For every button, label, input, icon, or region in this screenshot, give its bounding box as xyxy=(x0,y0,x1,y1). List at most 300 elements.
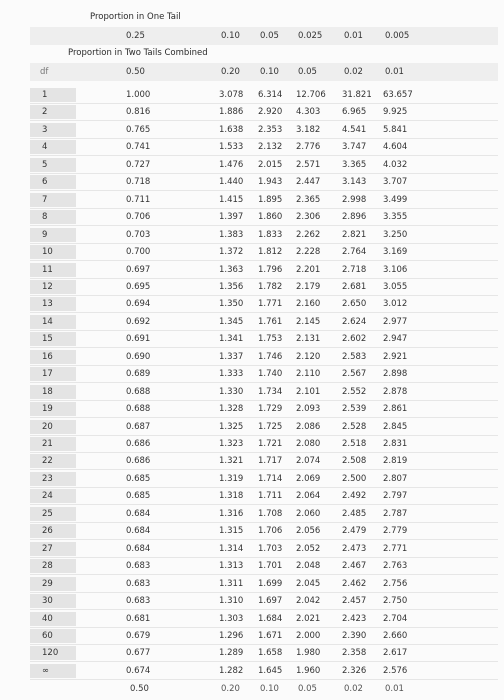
critical-value: 2.921 xyxy=(383,351,408,362)
df-cell xyxy=(30,367,76,381)
df-cell xyxy=(30,140,76,154)
row-divider xyxy=(30,679,498,680)
critical-value: 2.807 xyxy=(383,473,408,484)
critical-value: 2.056 xyxy=(296,526,321,537)
critical-value: 1.333 xyxy=(219,369,244,380)
critical-value: 4.604 xyxy=(383,142,408,153)
df-cell xyxy=(30,420,76,434)
critical-value: 2.576 xyxy=(383,665,408,676)
footer-first: 0.50 xyxy=(130,684,149,694)
df-value: ∞ xyxy=(42,665,50,676)
critical-value: 1.833 xyxy=(258,229,283,240)
footer-value: 0.10 xyxy=(260,684,279,694)
critical-value: 2.821 xyxy=(342,229,367,240)
critical-value: 1.860 xyxy=(258,212,283,223)
df-value: 21 xyxy=(42,439,53,449)
critical-value: 5.841 xyxy=(383,124,408,135)
df-cell xyxy=(30,507,76,521)
df-value: 60 xyxy=(42,630,53,641)
row-divider xyxy=(30,103,498,104)
critical-value: 2.583 xyxy=(342,351,367,362)
row-divider xyxy=(30,225,498,226)
critical-value: 1.782 xyxy=(258,281,283,292)
tail-025-value: 0.691 xyxy=(126,334,151,345)
critical-value: 2.650 xyxy=(342,299,367,310)
critical-value: 1.740 xyxy=(258,369,283,380)
row-divider xyxy=(30,469,498,470)
critical-value: 4.032 xyxy=(383,159,408,170)
critical-value: 3.182 xyxy=(296,124,321,135)
critical-value: 1.753 xyxy=(258,334,283,345)
critical-value: 2.093 xyxy=(296,404,321,415)
critical-value: 4.303 xyxy=(296,107,321,118)
tail-025-value: 0.684 xyxy=(126,526,151,537)
row-divider xyxy=(30,155,498,156)
df-value: 5 xyxy=(42,159,48,170)
critical-value: 2.539 xyxy=(342,404,367,415)
df-value: 7 xyxy=(42,194,48,205)
df-value: 14 xyxy=(42,316,53,327)
tail-025-value: 0.681 xyxy=(126,613,151,624)
df-cell xyxy=(30,315,76,329)
critical-value: 1.310 xyxy=(219,596,244,607)
df-cell xyxy=(30,542,76,556)
critical-value: 2.160 xyxy=(296,299,321,310)
critical-value: 2.110 xyxy=(296,369,321,380)
critical-value: 2.861 xyxy=(383,404,408,415)
critical-value: 1.729 xyxy=(258,404,283,415)
df-value: 24 xyxy=(42,491,53,502)
critical-value: 1.311 xyxy=(219,578,244,589)
df-value: 1 xyxy=(42,90,48,100)
df-cell xyxy=(30,646,76,660)
tail-025-value: 0.684 xyxy=(126,508,151,519)
row-divider xyxy=(30,347,498,348)
df-cell xyxy=(30,228,76,242)
critical-value: 3.747 xyxy=(342,142,367,153)
critical-value: 3.012 xyxy=(383,299,408,310)
critical-value: 2.718 xyxy=(342,264,367,275)
critical-value: 2.064 xyxy=(296,491,321,502)
critical-value: 2.492 xyxy=(342,491,367,502)
df-value: 19 xyxy=(42,404,53,415)
tail-025-value: 0.703 xyxy=(126,229,151,240)
df-value: 4 xyxy=(42,142,48,153)
critical-value: 1.761 xyxy=(258,316,283,327)
critical-value: 1.337 xyxy=(219,351,244,362)
critical-value: 1.319 xyxy=(219,473,244,484)
df-cell xyxy=(30,629,76,643)
tail-025-value: 0.686 xyxy=(126,456,151,467)
df-value: 26 xyxy=(42,526,53,537)
critical-value: 2.228 xyxy=(296,247,321,258)
critical-value: 2.042 xyxy=(296,596,321,607)
critical-value: 1.638 xyxy=(219,124,244,135)
df-value: 9 xyxy=(42,229,48,240)
df-value: 29 xyxy=(42,578,53,589)
critical-value: 1.717 xyxy=(258,456,283,467)
critical-value: 1.943 xyxy=(258,177,283,188)
critical-value: 2.423 xyxy=(342,613,367,624)
df-cell xyxy=(30,664,76,678)
tail-025-value: 0.690 xyxy=(126,351,151,362)
critical-value: 2.763 xyxy=(383,561,408,572)
critical-value: 2.660 xyxy=(383,630,408,641)
critical-value: 1.711 xyxy=(258,491,283,502)
critical-value: 1.708 xyxy=(258,508,283,519)
critical-value: 2.326 xyxy=(342,665,367,676)
critical-value: 2.390 xyxy=(342,630,367,641)
two-tail-value: 0.10 xyxy=(260,67,279,77)
critical-value: 1.315 xyxy=(219,526,244,537)
critical-value: 2.086 xyxy=(296,421,321,432)
critical-value: 2.518 xyxy=(342,439,367,449)
tail-025-value: 0.688 xyxy=(126,386,151,397)
row-divider xyxy=(30,644,498,645)
df-value: 27 xyxy=(42,543,53,554)
critical-value: 2.179 xyxy=(296,281,321,292)
critical-value: 1.318 xyxy=(219,491,244,502)
tail-025-value: 1.000 xyxy=(126,90,151,100)
critical-value: 3.078 xyxy=(219,90,244,100)
critical-value: 1.796 xyxy=(258,264,283,275)
df-value: 2 xyxy=(42,107,48,118)
row-divider xyxy=(30,609,498,610)
df-cell xyxy=(30,559,76,573)
df-value: 25 xyxy=(42,508,53,519)
two-tail-value: 0.20 xyxy=(221,67,240,77)
critical-value: 2.898 xyxy=(383,369,408,380)
critical-value: 2.508 xyxy=(342,456,367,467)
critical-value: 2.764 xyxy=(342,247,367,258)
row-divider xyxy=(30,173,498,174)
critical-value: 1.397 xyxy=(219,212,244,223)
critical-value: 2.831 xyxy=(383,439,408,449)
critical-value: 1.316 xyxy=(219,508,244,519)
row-divider xyxy=(30,557,498,558)
critical-value: 12.706 xyxy=(296,90,326,100)
critical-value: 1.328 xyxy=(219,404,244,415)
critical-value: 3.707 xyxy=(383,177,408,188)
critical-value: 2.704 xyxy=(383,613,408,624)
critical-value: 4.541 xyxy=(342,124,367,135)
df-value: 3 xyxy=(42,124,48,135)
critical-value: 2.771 xyxy=(383,543,408,554)
df-cell xyxy=(30,88,76,102)
row-divider xyxy=(30,278,498,279)
critical-value: 1.289 xyxy=(219,648,244,659)
row-divider xyxy=(30,190,498,191)
row-divider xyxy=(30,452,498,453)
critical-value: 2.120 xyxy=(296,351,321,362)
critical-value: 1.325 xyxy=(219,421,244,432)
df-value: 13 xyxy=(42,299,53,310)
critical-value: 2.201 xyxy=(296,264,321,275)
critical-value: 1.440 xyxy=(219,177,244,188)
tail-025-value: 0.694 xyxy=(126,299,151,310)
tail-025-value: 0.685 xyxy=(126,491,151,502)
tail-025-value: 0.683 xyxy=(126,561,151,572)
df-cell xyxy=(30,123,76,137)
df-cell xyxy=(30,524,76,538)
df-cell xyxy=(30,350,76,364)
tail-025-value: 0.765 xyxy=(126,124,151,135)
one-tail-first: 0.25 xyxy=(126,31,145,41)
one-tail-label: Proportion in One Tail xyxy=(90,12,181,22)
critical-value: 2.617 xyxy=(383,648,408,659)
critical-value: 1.356 xyxy=(219,281,244,292)
critical-value: 1.476 xyxy=(219,159,244,170)
tail-025-value: 0.677 xyxy=(126,648,151,659)
footer-value: 0.01 xyxy=(385,684,404,694)
footer-value: 0.20 xyxy=(221,684,240,694)
tail-025-value: 0.695 xyxy=(126,281,151,292)
critical-value: 1.645 xyxy=(258,665,283,676)
critical-value: 1.886 xyxy=(219,107,244,118)
tail-025-value: 0.816 xyxy=(126,107,151,118)
df-value: 6 xyxy=(42,177,48,188)
critical-value: 3.106 xyxy=(383,264,408,275)
df-cell xyxy=(30,472,76,486)
row-divider xyxy=(30,120,498,121)
critical-value: 2.048 xyxy=(296,561,321,572)
critical-value: 2.132 xyxy=(258,142,283,153)
row-divider xyxy=(30,539,498,540)
critical-value: 1.734 xyxy=(258,386,283,397)
critical-value: 1.812 xyxy=(258,247,283,258)
df-cell xyxy=(30,437,76,451)
critical-value: 2.819 xyxy=(383,456,408,467)
critical-value: 2.571 xyxy=(296,159,321,170)
critical-value: 1.746 xyxy=(258,351,283,362)
df-value: 40 xyxy=(42,613,53,624)
critical-value: 1.282 xyxy=(219,665,244,676)
tail-025-value: 0.718 xyxy=(126,177,151,188)
row-divider xyxy=(30,504,498,505)
df-value: 23 xyxy=(42,473,53,484)
df-cell xyxy=(30,402,76,416)
row-divider xyxy=(30,382,498,383)
tail-025-value: 0.687 xyxy=(126,421,151,432)
critical-value: 2.145 xyxy=(296,316,321,327)
df-value: 8 xyxy=(42,212,48,223)
critical-value: 3.143 xyxy=(342,177,367,188)
df-label: df xyxy=(40,67,49,77)
critical-value: 2.998 xyxy=(342,194,367,205)
critical-value: 1.363 xyxy=(219,264,244,275)
one-tail-value: 0.025 xyxy=(298,31,323,41)
footer-value: 0.05 xyxy=(298,684,317,694)
row-divider xyxy=(30,487,498,488)
row-divider xyxy=(30,260,498,261)
critical-value: 3.250 xyxy=(383,229,408,240)
critical-value: 2.447 xyxy=(296,177,321,188)
critical-value: 1.725 xyxy=(258,421,283,432)
tail-025-value: 0.674 xyxy=(126,665,151,676)
df-cell xyxy=(30,193,76,207)
tail-025-value: 0.711 xyxy=(126,194,151,205)
critical-value: 1.721 xyxy=(258,439,283,449)
tail-025-value: 0.727 xyxy=(126,159,151,170)
critical-value: 2.306 xyxy=(296,212,321,223)
critical-value: 1.960 xyxy=(296,665,321,676)
critical-value: 2.080 xyxy=(296,439,321,449)
row-divider xyxy=(30,208,498,209)
row-divider xyxy=(30,312,498,313)
critical-value: 1.321 xyxy=(219,456,244,467)
critical-value: 2.262 xyxy=(296,229,321,240)
critical-value: 2.756 xyxy=(383,578,408,589)
critical-value: 1.714 xyxy=(258,473,283,484)
df-value: 120 xyxy=(42,648,59,659)
critical-value: 1.372 xyxy=(219,247,244,258)
critical-value: 2.947 xyxy=(383,334,408,345)
critical-value: 1.383 xyxy=(219,229,244,240)
row-divider xyxy=(30,243,498,244)
one-tail-value: 0.005 xyxy=(385,31,410,41)
critical-value: 2.045 xyxy=(296,578,321,589)
critical-value: 2.060 xyxy=(296,508,321,519)
row-divider xyxy=(30,330,498,331)
critical-value: 1.303 xyxy=(219,613,244,624)
critical-value: 1.697 xyxy=(258,596,283,607)
row-divider xyxy=(30,661,498,662)
critical-value: 3.499 xyxy=(383,194,408,205)
row-divider xyxy=(30,574,498,575)
tail-025-value: 0.689 xyxy=(126,369,151,380)
df-cell xyxy=(30,175,76,189)
tail-025-value: 0.683 xyxy=(126,596,151,607)
critical-value: 2.467 xyxy=(342,561,367,572)
tail-025-value: 0.700 xyxy=(126,247,151,258)
critical-value: 1.533 xyxy=(219,142,244,153)
critical-value: 1.658 xyxy=(258,648,283,659)
critical-value: 2.000 xyxy=(296,630,321,641)
critical-value: 2.074 xyxy=(296,456,321,467)
critical-value: 2.776 xyxy=(296,142,321,153)
df-value: 17 xyxy=(42,369,53,380)
two-tail-value: 0.01 xyxy=(385,67,404,77)
critical-value: 1.671 xyxy=(258,630,283,641)
critical-value: 2.015 xyxy=(258,159,283,170)
critical-value: 2.750 xyxy=(383,596,408,607)
df-value: 11 xyxy=(42,264,53,275)
critical-value: 1.703 xyxy=(258,543,283,554)
df-cell xyxy=(30,577,76,591)
critical-value: 2.365 xyxy=(296,194,321,205)
critical-value: 1.323 xyxy=(219,439,244,449)
df-value: 15 xyxy=(42,334,53,345)
row-divider xyxy=(30,592,498,593)
critical-value: 2.681 xyxy=(342,281,367,292)
df-value: 30 xyxy=(42,596,53,607)
critical-value: 6.965 xyxy=(342,107,367,118)
df-value: 28 xyxy=(42,561,53,572)
critical-value: 2.358 xyxy=(342,648,367,659)
two-tail-value: 0.05 xyxy=(298,67,317,77)
df-cell xyxy=(30,612,76,626)
tail-025-value: 0.685 xyxy=(126,473,151,484)
critical-value: 2.473 xyxy=(342,543,367,554)
critical-value: 6.314 xyxy=(258,90,283,100)
critical-value: 2.021 xyxy=(296,613,321,624)
row-divider xyxy=(30,627,498,628)
one-tail-value: 0.10 xyxy=(221,31,240,41)
critical-value: 2.457 xyxy=(342,596,367,607)
two-tail-first: 0.50 xyxy=(126,67,145,77)
two-tail-label: Proportion in Two Tails Combined xyxy=(68,48,208,58)
row-divider xyxy=(30,400,498,401)
df-value: 18 xyxy=(42,386,53,397)
tail-025-value: 0.684 xyxy=(126,543,151,554)
critical-value: 1.415 xyxy=(219,194,244,205)
df-cell xyxy=(30,332,76,346)
tail-025-value: 0.683 xyxy=(126,578,151,589)
critical-value: 3.169 xyxy=(383,247,408,258)
critical-value: 2.977 xyxy=(383,316,408,327)
critical-value: 1.341 xyxy=(219,334,244,345)
critical-value: 2.462 xyxy=(342,578,367,589)
row-divider xyxy=(30,417,498,418)
critical-value: 1.350 xyxy=(219,299,244,310)
critical-value: 2.552 xyxy=(342,386,367,397)
critical-value: 2.485 xyxy=(342,508,367,519)
row-divider xyxy=(30,138,498,139)
critical-value: 1.771 xyxy=(258,299,283,310)
tail-025-value: 0.686 xyxy=(126,439,151,449)
critical-value: 2.528 xyxy=(342,421,367,432)
critical-value: 2.131 xyxy=(296,334,321,345)
df-value: 12 xyxy=(42,281,53,292)
row-divider xyxy=(30,295,498,296)
df-cell xyxy=(30,489,76,503)
critical-value: 1.706 xyxy=(258,526,283,537)
footer-value: 0.02 xyxy=(344,684,363,694)
critical-value: 1.314 xyxy=(219,543,244,554)
df-cell xyxy=(30,454,76,468)
tail-025-value: 0.679 xyxy=(126,630,151,641)
row-divider xyxy=(30,435,498,436)
one-tail-value: 0.01 xyxy=(344,31,363,41)
critical-value: 1.684 xyxy=(258,613,283,624)
tail-025-value: 0.692 xyxy=(126,316,151,327)
critical-value: 1.699 xyxy=(258,578,283,589)
df-cell xyxy=(30,210,76,224)
critical-value: 1.701 xyxy=(258,561,283,572)
df-value: 22 xyxy=(42,456,53,467)
critical-value: 2.567 xyxy=(342,369,367,380)
critical-value: 2.624 xyxy=(342,316,367,327)
df-cell xyxy=(30,594,76,608)
critical-value: 2.500 xyxy=(342,473,367,484)
df-cell xyxy=(30,245,76,259)
row-divider xyxy=(30,522,498,523)
critical-value: 1.895 xyxy=(258,194,283,205)
one-tail-value: 0.05 xyxy=(260,31,279,41)
critical-value: 2.602 xyxy=(342,334,367,345)
critical-value: 1.980 xyxy=(296,648,321,659)
df-cell xyxy=(30,105,76,119)
critical-value: 31.821 xyxy=(342,90,372,100)
tail-025-value: 0.697 xyxy=(126,264,151,275)
critical-value: 3.355 xyxy=(383,212,408,223)
critical-value: 2.878 xyxy=(383,386,408,397)
critical-value: 2.845 xyxy=(383,421,408,432)
critical-value: 2.920 xyxy=(258,107,283,118)
tail-025-value: 0.741 xyxy=(126,142,151,153)
df-cell xyxy=(30,263,76,277)
critical-value: 1.313 xyxy=(219,561,244,572)
